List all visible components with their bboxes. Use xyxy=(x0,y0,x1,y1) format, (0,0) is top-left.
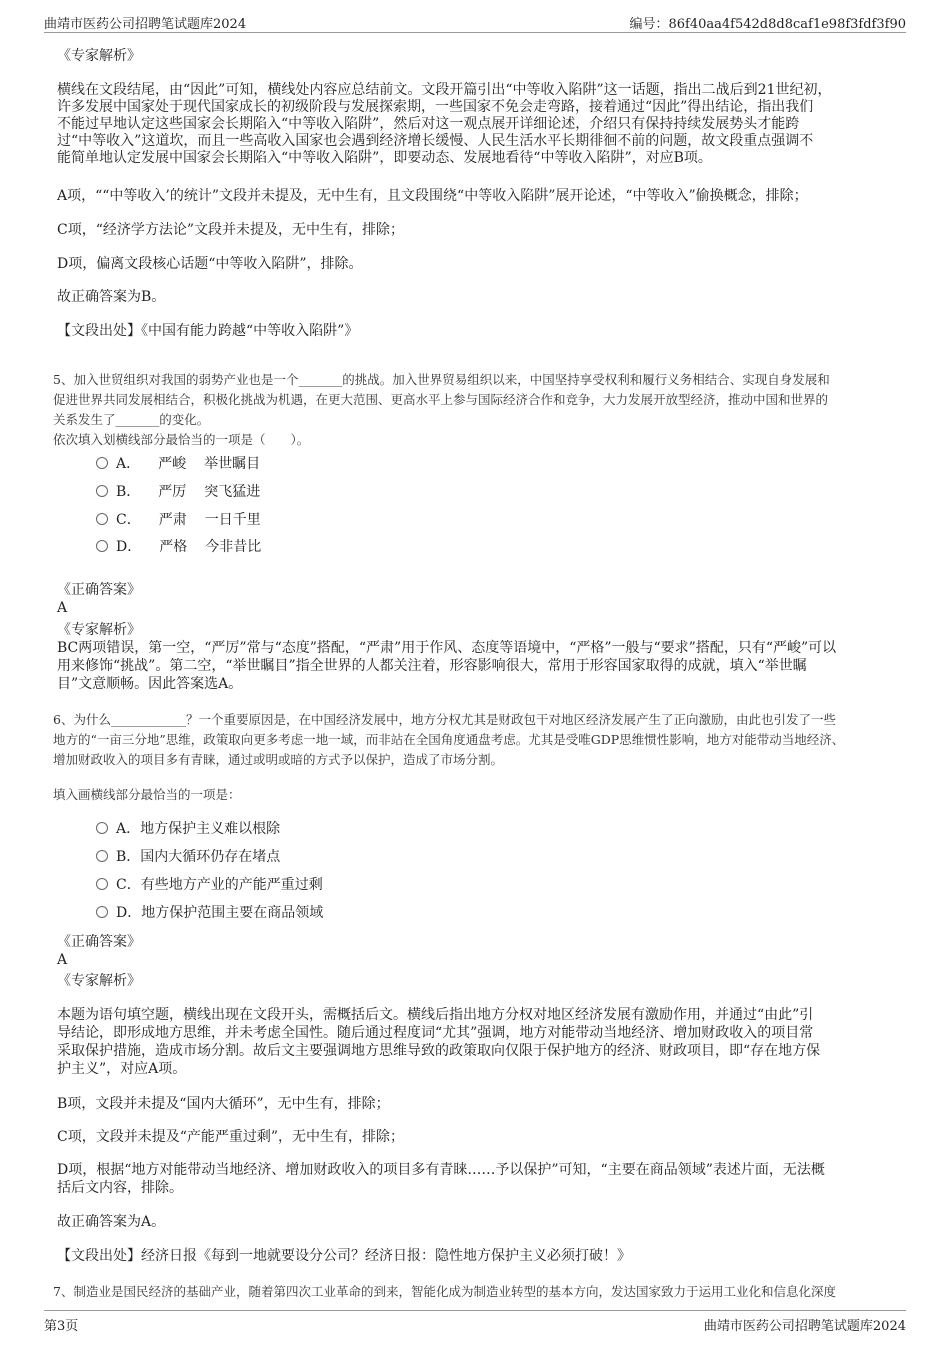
option-d-analysis: 括后文内容，排除。 xyxy=(57,1180,183,1196)
question-5-line: 促进世界共同发展相结合，积极化挑战为机遇，在更大范围、更高水平上参与国际经济合作和竞争，大力发展开放型经济，推动中国和世界的 xyxy=(53,392,829,407)
radio-icon[interactable] xyxy=(96,540,108,552)
question-5-prompt: 依次填入划横线部分最恰当的一项是（ ）。 xyxy=(53,432,310,447)
source-line: 【文段出处】经济日报《每到一地就要设分公司？经济日报：隐性地方保护主义必须打破！》 xyxy=(57,1248,631,1264)
analysis-line: 不能过早地认定这些国家会长期陷入“中等收入陷阱”，然后对这一观点展开详细论述，介绍只有保持持续发展势头才能跨 xyxy=(57,116,800,132)
page-number: 第3页 xyxy=(44,1319,79,1334)
question-7-line: 7、制造业是国民经济的基础产业，随着第四次工业革命的到来，智能化成为制造业转型的基本方向，发达国家致力于运用工业化和信息化深度 xyxy=(53,1284,836,1299)
analysis-line: 能简单地认定发展中国家会长期陷入“中等收入陷阱”，即要动态、发展地看待“中等收入陷阱”，对应B项。 xyxy=(57,150,712,166)
answer-title: 《正确答案》 xyxy=(57,582,141,598)
analysis-line: 许多发展中国家处于现代国家成长的初级阶段与发展探索期，一些国家不免会走弯路，接着通过“因此”得出结论，指出我们 xyxy=(57,99,814,115)
answer-line: 故正确答案为A。 xyxy=(57,1214,166,1230)
header-serial: 编号：86f40aa4f542d8d8caf1e98f3fdf3f90 xyxy=(629,17,906,32)
radio-icon[interactable] xyxy=(96,878,108,890)
option-c-analysis: C项，文段并未提及“产能严重过剩”，无中生有，排除； xyxy=(57,1129,405,1145)
header-title: 曲靖市医药公司招聘笔试题库2024 xyxy=(44,17,247,32)
q6-option-b[interactable]: B．国内大循环仍存在堵点 xyxy=(96,848,280,866)
question-5-line: 关系发生了_______的变化。 xyxy=(53,412,210,427)
question-6-line: 6、为什么____________？一个重要原因是，在中国经济发展中，地方分权尤其是财政包干对地区经济发展产生了正向激励，由此也引发了一些 xyxy=(53,712,836,727)
analysis-line: 过“中等收入”这道坎，而且一些高收入国家也会遇到经济增长缓慢、人民生活水平长期徘徊不前的问题，故文段重点强调不 xyxy=(57,133,814,149)
analysis-line: 目”文意顺畅。因此答案选A。 xyxy=(57,676,243,692)
analysis-line: 用来修饰“挑战”。第二空，“举世瞩目”指全世界的人都关注着，形容影响很大，常用于形容国家取得的成就，填入“举世瞩 xyxy=(57,658,807,674)
radio-icon[interactable] xyxy=(96,485,108,497)
radio-icon[interactable] xyxy=(96,906,108,918)
page-footer xyxy=(44,1310,906,1341)
option-c-analysis: C项，“经济学方法论”文段并未提及，无中生有，排除； xyxy=(57,222,405,238)
analysis-line: BC两项错误，第一空，“严厉”常与“态度”搭配，“严肃”用于作风、态度等语境中，“严格”一般与“要求”搭配，只有“严峻”可以 xyxy=(57,640,837,656)
radio-icon[interactable] xyxy=(96,850,108,862)
option-a-analysis: A项，““中等收入’的统计”文段并未提及，无中生有，且文段围绕“中等收入陷阱”展开论述，“中等收入”偷换概念，排除； xyxy=(57,188,808,204)
analysis-line: 本题为语句填空题，横线出现在文段开头，需概括后文。横线后指出地方分权对地区经济发展有激励作用，并通过“由此”引 xyxy=(57,1007,814,1023)
q5-option-c[interactable]: C． 严肃 一日千里 xyxy=(96,511,261,529)
page-header xyxy=(44,0,906,33)
q5-option-d[interactable]: D． 严格 今非昔比 xyxy=(96,538,261,556)
footer-title: 曲靖市医药公司招聘笔试题库2024 xyxy=(703,1319,906,1334)
source-line: 【文段出处】《中国有能力跨越“中等收入陷阱”》 xyxy=(57,323,359,339)
analysis-line: 导结论，即形成地方思维，并未考虑全国性。随后通过程度词“尤其”强调，地方对能带动当地经济、增加财政收入的项目常 xyxy=(57,1025,814,1041)
analysis-line: 采取保护措施，造成市场分割。故后文主要强调地方思维导致的政策取向仅限于保护地方的经济、财政项目，即“存在地方保 xyxy=(57,1043,821,1059)
radio-icon[interactable] xyxy=(96,457,108,469)
option-d-analysis: D项，根据“地方对能带动当地经济、增加财政收入的项目多有青睐……予以保护”可知，“主要在商品领域”表述片面，无法概 xyxy=(57,1162,825,1178)
analysis-line: 横线在文段结尾，由“因此”可知，横线处内容应总结前文。文段开篇引出“中等收入陷阱”这一话题，指出二战后到21世纪初， xyxy=(57,82,832,98)
answer-value: A xyxy=(57,952,68,968)
option-b-analysis: B项，文段并未提及“国内大循环”，无中生有，排除； xyxy=(57,1096,390,1112)
q6-option-d[interactable]: D．地方保护范围主要在商品领域 xyxy=(96,904,323,922)
q6-option-a[interactable]: A．地方保护主义难以根除 xyxy=(96,820,280,838)
q5-option-a[interactable]: A． 严峻 举世瞩目 xyxy=(96,455,260,473)
expert-title: 《专家解析》 xyxy=(57,973,141,989)
option-d-analysis: D项，偏离文段核心话题“中等收入陷阱”，排除。 xyxy=(57,256,363,272)
q5-option-b[interactable]: B． 严厉 突飞猛进 xyxy=(96,483,260,501)
answer-title: 《正确答案》 xyxy=(57,934,141,950)
answer-value: A xyxy=(57,600,68,616)
answer-line: 故正确答案为B。 xyxy=(57,289,166,305)
question-6-line: 地方的“一亩三分地”思维，政策取向更多考虑一地一域，而非站在全国角度通盘考虑。尤其是受唯GDP思维惯性影响，地方对能带动当地经济、 xyxy=(53,732,845,747)
question-5-line: 5、加入世贸组织对我国的弱势产业也是一个_______的挑战。加入世界贸易组织以来，中国坚持享受权利和履行义务相结合、实现自身发展和 xyxy=(53,372,830,387)
analysis-line: 护主义”，对应A项。 xyxy=(57,1061,187,1077)
question-6-prompt: 填入画横线部分最恰当的一项是： xyxy=(53,787,241,802)
radio-icon[interactable] xyxy=(96,513,108,525)
radio-icon[interactable] xyxy=(96,822,108,834)
q6-option-c[interactable]: C．有些地方产业的产能严重过剩 xyxy=(96,876,323,894)
expert-title: 《专家解析》 xyxy=(57,622,141,638)
expert-title: 《专家解析》 xyxy=(57,48,141,64)
question-6-line: 增加财政收入的项目多有青睐，通过或明或暗的方式予以保护，造成了市场分割。 xyxy=(53,752,504,767)
